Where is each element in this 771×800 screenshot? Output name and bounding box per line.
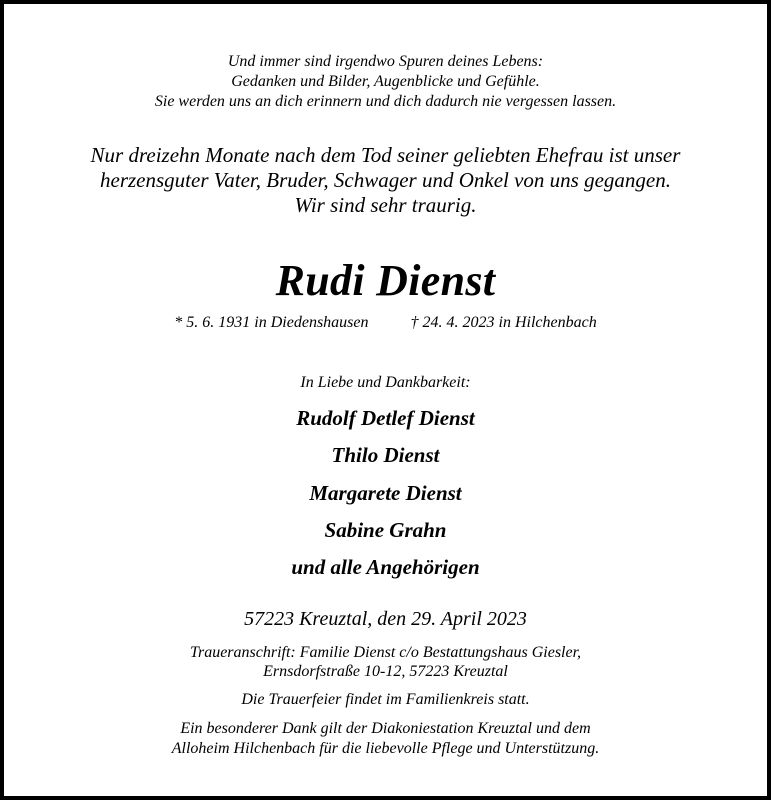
death-date: † 24. 4. 2023 in Hilchenbach (410, 314, 597, 331)
deceased-name: Rudi Dienst (275, 256, 496, 305)
address-line: Traueranschrift: Familie Dienst c/o Bestattungshaus Giesler, (189, 644, 582, 661)
mourner-name: Thilo Dienst (331, 443, 440, 467)
mourner-name: Rudolf Detlef Dienst (296, 406, 475, 430)
life-dates (4, 315, 767, 331)
announcement-line: Wir sind sehr traurig. (294, 193, 477, 217)
place-date: 57223 Kreuztal, den 29. April 2023 (244, 608, 527, 630)
announcement-line: Nur dreizehn Monate nach dem Tod seiner geliebten Ehefrau ist unser (90, 143, 681, 167)
motto-line: Gedanken und Bilder, Augenblicke und Gefühle. (231, 73, 540, 90)
gratitude-line: Ein besonderer Dank gilt der Diakoniestation Kreuztal und dem (180, 720, 591, 737)
mourner-name: Margarete Dienst (309, 481, 462, 505)
announcement-line: herzensguter Vater, Bruder, Schwager und Onkel von uns gegangen. (100, 168, 671, 192)
gratitude-line: Alloheim Hilchenbach für die liebevolle Pflege und Unterstützung. (171, 740, 600, 757)
mourner-name: und alle Angehörigen (291, 555, 480, 579)
motto-line: Und immer sind irgendwo Spuren deines Lebens: (227, 53, 544, 70)
address-line: Ernsdorfstraße 10-12, 57223 Kreuztal (263, 663, 508, 680)
birth-date: * 5. 6. 1931 in Diedenshausen (174, 314, 369, 331)
motto-line: Sie werden uns an dich erinnern und dich dadurch nie vergessen lassen. (154, 93, 617, 110)
thanks-line: In Liebe und Dankbarkeit: (300, 374, 471, 391)
mourner-name: Sabine Grahn (324, 518, 447, 542)
ceremony-note: Die Trauerfeier findet im Familienkreis statt. (241, 691, 530, 708)
